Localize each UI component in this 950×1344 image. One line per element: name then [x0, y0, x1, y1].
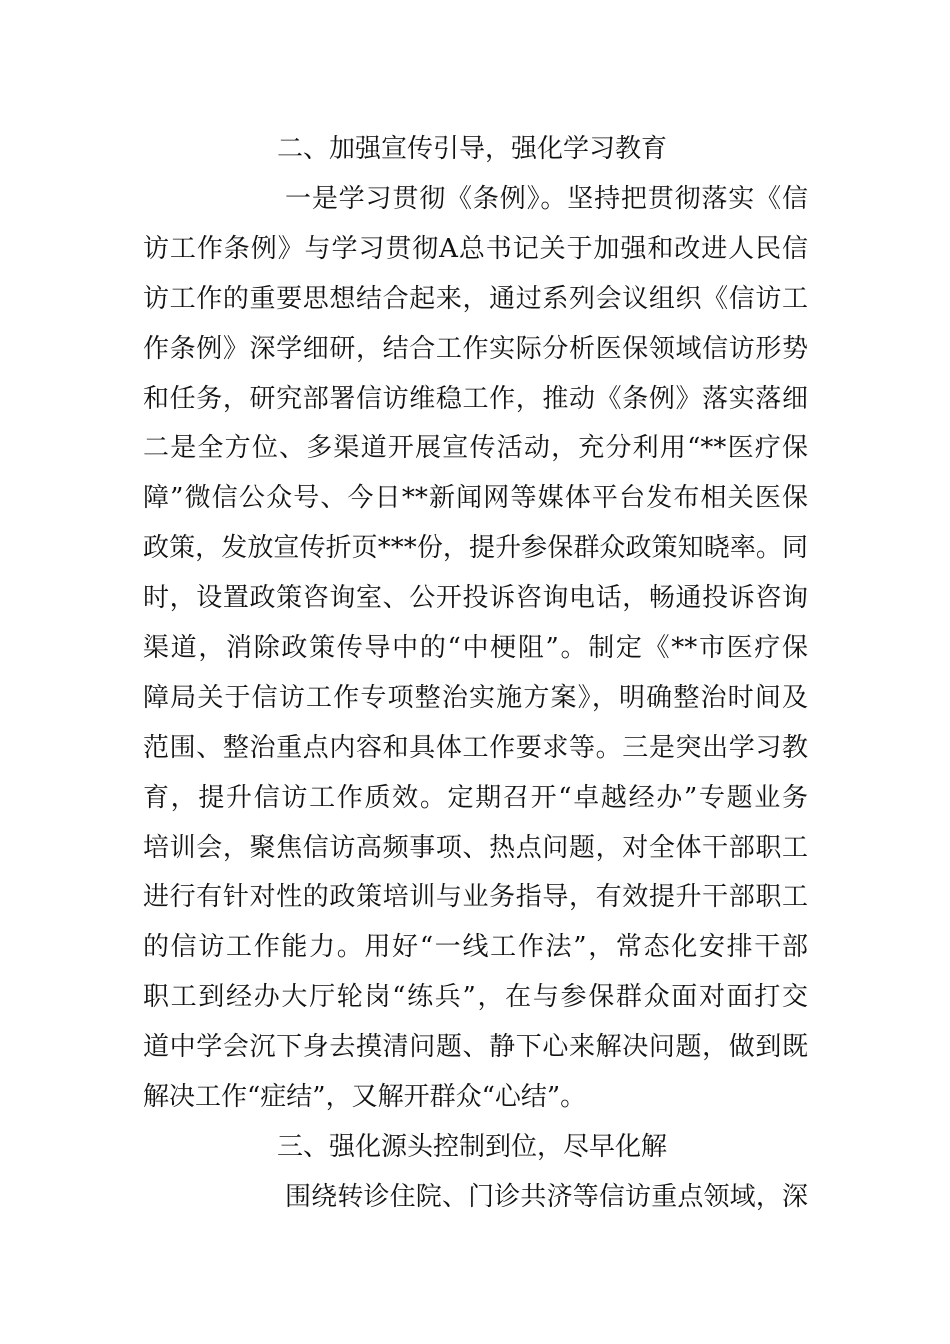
paragraph-line: 障”微信公众号、今日**新闻网等媒体平台发布相关医保	[143, 483, 808, 513]
paragraph-line: 进行有针对性的政策培训与业务指导，有效提升干部职工	[143, 882, 808, 912]
paragraph-line: 障局关于信访工作专项整治实施方案》，明确整治时间及	[143, 683, 808, 713]
paragraph-line: 解决工作“症结”，又解开群众“心结”。	[143, 1082, 587, 1112]
paragraph-line: 时，设置政策咨询室、公开投诉咨询电话，畅通投诉咨询	[143, 583, 808, 613]
section-heading-2: 二、加强宣传引导，强化学习教育	[277, 134, 668, 164]
paragraph-line: 访工作条例》与学习贯彻A总书记关于加强和改进人民信	[143, 234, 808, 264]
paragraph-line: 渠道，消除政策传导中的“中梗阻”。制定《**市医疗保	[143, 633, 808, 663]
paragraph-line: 道中学会沉下身去摸清问题、静下心来解决问题，做到既	[143, 1032, 808, 1062]
paragraph-line: 职工到经办大厅轮岗“练兵”，在与参保群众面对面打交	[143, 982, 808, 1012]
paragraph-line: 二是全方位、多渠道开展宣传活动，充分利用“**医疗保	[143, 433, 808, 463]
paragraph-line: 范围、整治重点内容和具体工作要求等。三是突出学习教	[143, 733, 808, 763]
paragraph-line: 一是学习贯彻《条例》。坚持把贯彻落实《信	[285, 184, 808, 214]
paragraph-line: 的信访工作能力。用好“一线工作法”，常态化安排干部	[143, 932, 808, 962]
paragraph-line: 访工作的重要思想结合起来，通过系列会议组织《信访工	[143, 284, 808, 314]
paragraph-line: 和任务，研究部署信访维稳工作，推动《条例》落实落细	[143, 384, 808, 414]
paragraph-line: 围绕转诊住院、门诊共济等信访重点领域，深	[285, 1182, 808, 1212]
paragraph-line: 政策，发放宣传折页***份，提升参保群众政策知晓率。同	[143, 533, 808, 563]
paragraph-line: 育，提升信访工作质效。定期召开“卓越经办”专题业务	[143, 783, 808, 813]
section-heading-3: 三、强化源头控制到位，尽早化解	[277, 1132, 668, 1162]
paragraph-line: 培训会，聚焦信访高频事项、热点问题，对全体干部职工	[143, 833, 808, 863]
paragraph-line: 作条例》深学细研，结合工作实际分析医保领域信访形势	[143, 334, 808, 364]
